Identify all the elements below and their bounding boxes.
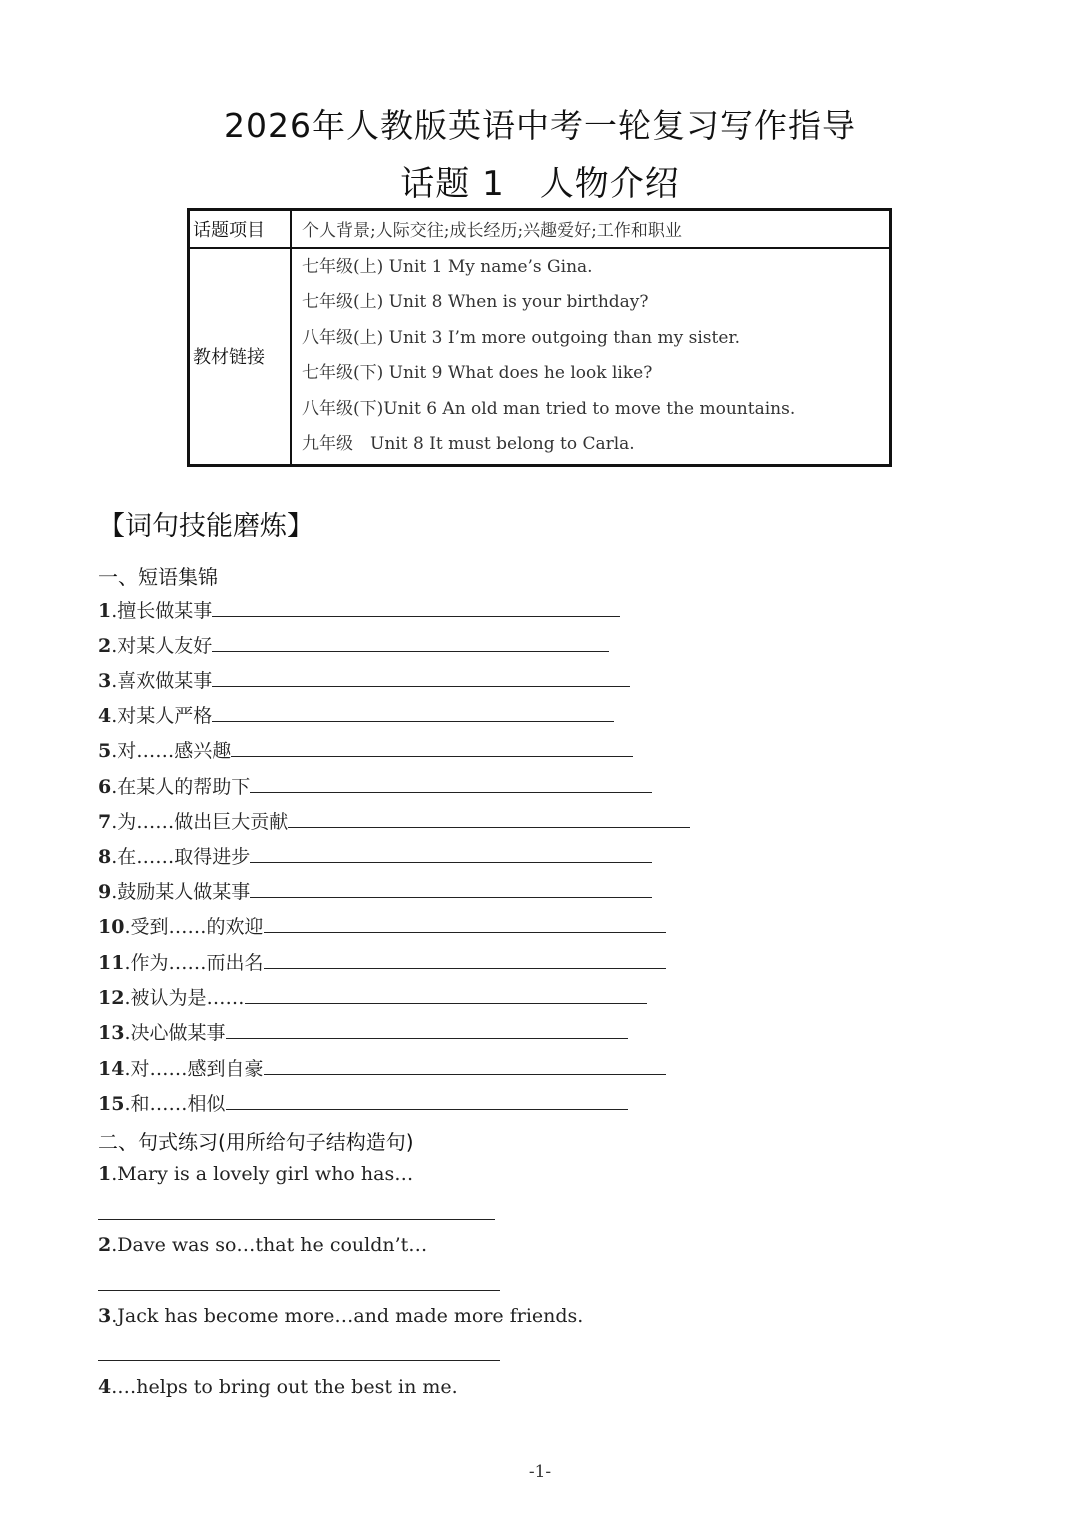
textbook-link: 七年级(下) Unit 9 What does he look like? <box>302 363 653 383</box>
phrase-item: 15 .和……相似 <box>98 1085 628 1120</box>
table-row <box>189 210 891 248</box>
answer-blank[interactable] <box>231 732 633 757</box>
topic-items-value: 个人背景;人际交往;成长经历;兴趣爱好;工作和职业 <box>291 210 891 248</box>
phrase-item: 11 .作为……而出名 <box>98 944 666 979</box>
sentence-prompt: 1.Mary is a lovely girl who has… <box>98 1163 414 1185</box>
page-number: -1- <box>528 1462 552 1482</box>
sentence-prompt: 2.Dave was so…that he couldn’t… <box>98 1234 428 1256</box>
textbook-links-header: 教材链接 <box>189 248 292 466</box>
textbook-link: 九年级 Unit 8 It must belong to Carla. <box>302 434 635 454</box>
phrase-item: 9 .鼓励某人做某事 <box>98 873 652 908</box>
phrase-item: 3 .喜欢做某事 <box>98 662 630 697</box>
textbook-link: 八年级(下)Unit 6 An old man tried to move the mountains. <box>302 398 796 419</box>
answer-line[interactable] <box>98 1219 495 1220</box>
answer-line[interactable] <box>98 1290 500 1291</box>
phrase-item: 12 .被认为是…… <box>98 979 647 1014</box>
topic-info-table <box>187 208 892 467</box>
phrase-item: 2 .对某人友好 <box>98 627 609 662</box>
phrase-item: 8 .在……取得进步 <box>98 838 652 873</box>
section-heading: 【词句技能磨炼】 <box>98 511 314 542</box>
textbook-link: 七年级(上) Unit 1 My name’s Gina. <box>302 256 593 277</box>
phrase-item: 4 .对某人严格 <box>98 697 614 732</box>
answer-blank[interactable] <box>264 1050 666 1075</box>
answer-blank[interactable] <box>264 944 666 969</box>
answer-blank[interactable] <box>212 662 630 687</box>
phrase-item: 1 .擅长做某事 <box>98 592 620 627</box>
phrase-item: 7 .为……做出巨大贡献 <box>98 803 690 838</box>
answer-blank[interactable] <box>264 908 666 933</box>
topic-subtitle: 话题 1 人物介绍 <box>400 164 680 204</box>
phrase-item: 10 .受到……的欢迎 <box>98 908 666 943</box>
textbook-link: 七年级(上) Unit 8 When is your birthday? <box>302 292 649 312</box>
topic-items-header: 话题项目 <box>189 210 292 248</box>
textbook-links-list <box>291 248 891 466</box>
table-row <box>189 248 891 466</box>
answer-blank[interactable] <box>288 803 690 828</box>
answer-blank[interactable] <box>212 592 620 617</box>
answer-blank[interactable] <box>212 697 614 722</box>
phrase-item: 13 .决心做某事 <box>98 1014 628 1049</box>
answer-blank[interactable] <box>212 627 609 652</box>
page-title: 2026年人教版英语中考一轮复习写作指导 <box>224 106 856 145</box>
answer-blank[interactable] <box>250 768 652 793</box>
answer-blank[interactable] <box>226 1085 628 1110</box>
answer-blank[interactable] <box>226 1014 628 1039</box>
answer-blank[interactable] <box>250 873 652 898</box>
answer-blank[interactable] <box>245 979 647 1004</box>
answer-blank[interactable] <box>250 838 652 863</box>
sentence-part-heading: 二、句式练习(用所给句子结构造句) <box>98 1130 414 1154</box>
textbook-link: 八年级(上) Unit 3 I’m more outgoing than my sister. <box>302 327 741 348</box>
answer-line[interactable] <box>98 1360 500 1361</box>
sentence-prompt: 3.Jack has become more…and made more friends. <box>98 1305 584 1327</box>
phrase-item: 6 .在某人的帮助下 <box>98 768 652 803</box>
phrase-item: 14 .对……感到自豪 <box>98 1050 666 1085</box>
sentence-prompt: 4.…helps to bring out the best in me. <box>98 1376 458 1398</box>
phrase-item: 5 .对……感兴趣 <box>98 732 633 767</box>
phrase-part-heading: 一、短语集锦 <box>98 565 218 589</box>
